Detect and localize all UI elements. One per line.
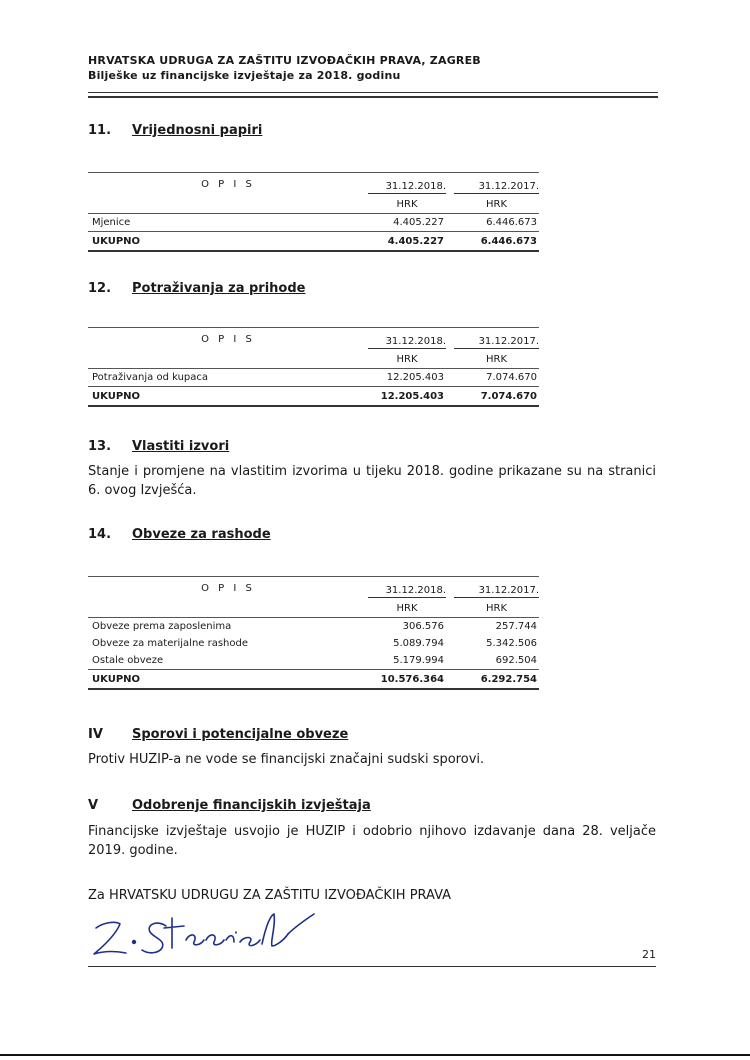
row-value-2018: 12.205.403: [386, 372, 444, 383]
row-value-2017: 7.074.670: [486, 372, 537, 383]
handwritten-signature: [88, 906, 328, 966]
section-number: IV: [88, 727, 103, 742]
table-header-row: [88, 577, 539, 599]
column-header-2018: 31.12.2018.: [368, 585, 446, 598]
section-title: Potraživanja za prihode: [132, 281, 306, 296]
row-label: Obveze prema zaposlenima: [92, 621, 232, 632]
section-12-heading: [88, 281, 305, 296]
table-obveze-za-rashode: [88, 576, 539, 690]
section-number: 12.: [88, 281, 112, 296]
document-subtitle: Bilješke uz financijske izvještaje za 2018. godinu: [88, 69, 401, 82]
table-total-row: [88, 387, 539, 407]
section-iv-heading: [88, 727, 348, 742]
row-value-2017: 5.342.506: [486, 638, 537, 649]
section-13-text: Stanje i promjene na vlastitim izvorima u tijeku 2018. godine prikazane su na stranici 6. ovog Izvješća.: [88, 464, 656, 498]
row-label: Obveze za materijalne rashode: [92, 638, 249, 649]
total-value-2018: 12.205.403: [380, 391, 444, 402]
signature-heading: Za HRVATSKU UDRUGU ZA ZAŠTITU IZVOĐAČKIH PRAVA: [88, 888, 452, 903]
row-value-2018: 5.089.794: [393, 638, 444, 649]
table-total-row: [88, 232, 539, 252]
section-v-heading: [88, 798, 371, 813]
column-header-opis: O P I S: [201, 583, 255, 594]
scan-edge: [0, 1054, 750, 1056]
column-header-2017: 31.12.2017.: [454, 181, 539, 194]
section-11-heading: [88, 123, 262, 138]
table-total-row: [88, 670, 539, 690]
table-header-row: [88, 328, 539, 350]
page-number: 21: [642, 948, 656, 961]
table-row: [88, 652, 539, 670]
column-header-2018: 31.12.2018.: [368, 336, 446, 349]
section-number: V: [88, 798, 99, 813]
total-value-2018: 4.405.227: [387, 236, 444, 247]
currency-row: [88, 599, 539, 618]
section-v-text: Financijske izvještaje usvojio je HUZIP i odobrio njihovo izdavanje dana 28. veljače 2019. godine.: [88, 824, 656, 858]
row-label: Ostale obveze: [92, 655, 164, 666]
header-divider-thick: [88, 96, 658, 98]
total-value-2017: 6.292.754: [480, 674, 537, 685]
currency-row: [88, 195, 539, 214]
table-header-row: [88, 173, 539, 195]
row-value-2017: 6.446.673: [486, 217, 537, 228]
row-label: Mjenice: [92, 217, 131, 228]
currency-2017: HRK: [485, 354, 508, 365]
column-header-opis: O P I S: [201, 334, 255, 345]
column-header-opis: O P I S: [201, 179, 255, 190]
total-value-2018: 10.576.364: [380, 674, 444, 685]
header-divider: [88, 92, 658, 93]
section-number: 11.: [88, 123, 112, 138]
table-row: [88, 214, 539, 232]
total-label: UKUPNO: [92, 674, 141, 685]
footer-divider: [88, 966, 656, 967]
column-header-2017: 31.12.2017.: [454, 585, 539, 598]
column-header-2017: 31.12.2017.: [454, 336, 539, 349]
column-header-2018: 31.12.2018.: [368, 181, 446, 194]
total-value-2017: 6.446.673: [480, 236, 537, 247]
row-value-2018: 5.179.994: [393, 655, 444, 666]
currency-2017: HRK: [485, 603, 508, 614]
row-label: Potraživanja od kupaca: [92, 372, 209, 383]
table-row: [88, 618, 539, 635]
section-number: 13.: [88, 439, 112, 454]
table-potrazivanja-za-prihode: [88, 327, 539, 407]
section-title: Odobrenje financijskih izvještaja: [132, 798, 371, 813]
row-value-2017: 257.744: [495, 621, 537, 632]
currency-2018: HRK: [396, 354, 418, 365]
section-iv-text: Protiv HUZIP-a ne vode se financijski značajni sudski sporovi.: [88, 752, 485, 767]
document-header: [88, 53, 658, 83]
table-row: [88, 369, 539, 387]
total-label: UKUPNO: [92, 236, 141, 247]
total-value-2017: 7.074.670: [480, 391, 537, 402]
row-value-2017: 692.504: [495, 655, 537, 666]
table-row: [88, 635, 539, 652]
row-value-2018: 306.576: [402, 621, 444, 632]
row-value-2018: 4.405.227: [393, 217, 444, 228]
currency-2018: HRK: [396, 603, 418, 614]
organization-title: HRVATSKA UDRUGA ZA ZAŠTITU IZVOĐAČKIH PRAVA, ZAGREB: [88, 54, 481, 67]
section-number: 14.: [88, 527, 112, 542]
section-title: Sporovi i potencijalne obveze: [132, 727, 349, 742]
currency-2018: HRK: [396, 199, 418, 210]
section-13-heading: [88, 439, 229, 454]
section-title: Vlastiti izvori: [132, 439, 230, 454]
currency-2017: HRK: [485, 199, 508, 210]
section-title: Vrijednosni papiri: [132, 123, 263, 138]
section-title: Obveze za rashode: [132, 527, 271, 542]
total-label: UKUPNO: [92, 391, 141, 402]
section-14-heading: [88, 527, 271, 542]
currency-row: [88, 350, 539, 369]
table-vrijednosni-papiri: [88, 172, 539, 252]
